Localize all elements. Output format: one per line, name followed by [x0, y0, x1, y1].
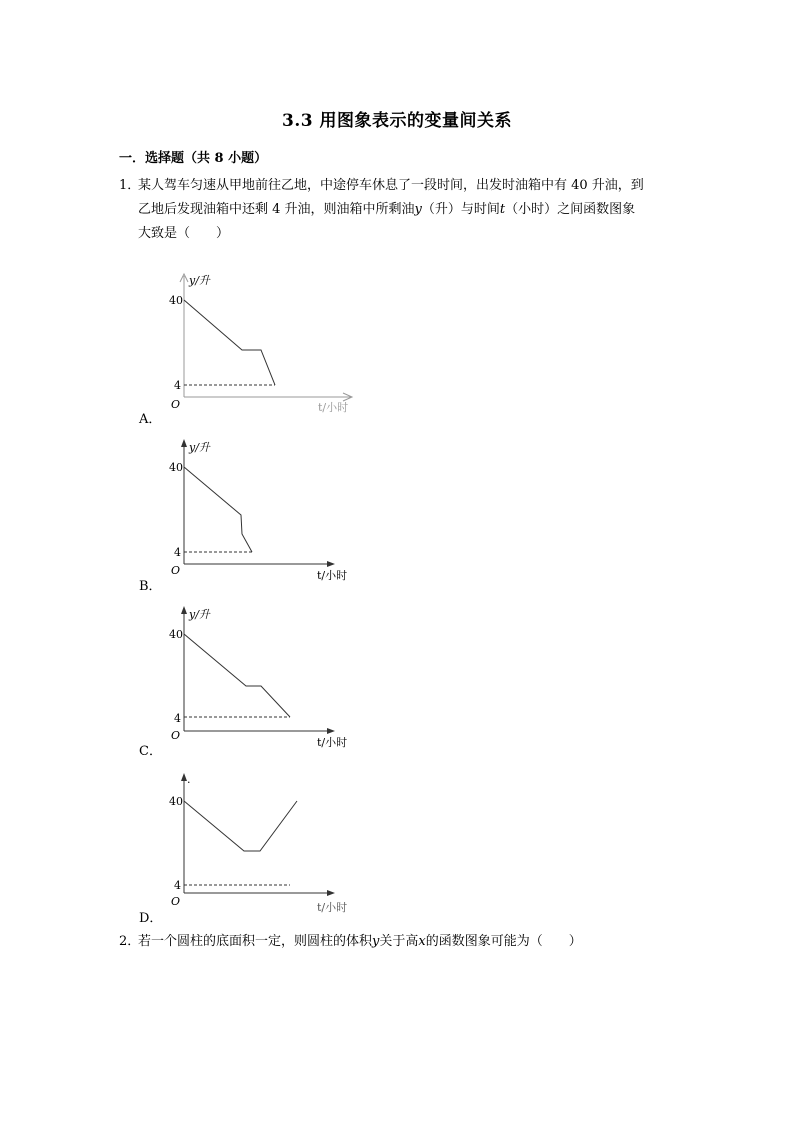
question-2-text-c: 的函数图象可能为（ ）: [425, 934, 582, 949]
question-1-text-2b: （升）与时间: [421, 202, 500, 217]
fuel-line: [184, 300, 275, 385]
x-axis-arrow: [327, 890, 335, 896]
variable-t: t: [499, 202, 506, 217]
option-d-graph: [165, 771, 365, 919]
origin-label: O: [171, 895, 181, 908]
tick-4: 4: [174, 712, 181, 725]
question-2-text-b: 关于高: [379, 934, 419, 949]
tick-4: 4: [174, 546, 181, 559]
y-axis-label: y/升: [189, 441, 210, 454]
fuel-line: [184, 467, 252, 552]
option-c-graph: [165, 604, 365, 752]
question-2-text-a: 若一个圆柱的底面积一定，则圆柱的体积: [138, 934, 373, 949]
variable-x: x: [418, 934, 426, 949]
y-axis-label: y/升: [189, 608, 210, 621]
origin-label: O: [171, 398, 181, 411]
tick-40: 40: [169, 795, 183, 808]
question-2-line-1: [119, 930, 679, 954]
option-a-label[interactable]: A．: [139, 412, 162, 427]
question-1-number: 1．: [119, 178, 141, 193]
x-axis-label: t/小时: [317, 736, 348, 749]
x-axis-label: t/小时: [317, 569, 348, 582]
fuel-line: [184, 634, 290, 717]
x-axis-arrow: [327, 728, 335, 734]
tick-40: 40: [169, 628, 183, 641]
option-a-graph: [165, 270, 365, 418]
question-1-text-2c: （小时）之间函数图象: [505, 202, 636, 217]
origin-label: O: [171, 564, 181, 577]
fuel-line: [184, 801, 297, 851]
question-1: [119, 174, 679, 246]
tick-40: 40: [169, 461, 183, 474]
x-axis-label: t/小时: [318, 401, 349, 414]
question-1-text-3: 大致是（ ）: [138, 226, 230, 241]
section-heading: 一．选择题（共 8 小题）: [119, 151, 268, 166]
variable-y: y: [372, 934, 380, 949]
question-2-number: 2．: [119, 934, 141, 949]
option-b-graph: [165, 437, 365, 585]
y-axis-label: y/升: [189, 274, 210, 287]
page-title: 3.3 用图象表示的变量间关系: [282, 111, 512, 131]
question-1-line-3: [119, 222, 679, 246]
tick-4: 4: [174, 379, 181, 392]
x-axis-label: t/小时: [317, 901, 348, 914]
question-1-text-2a: 乙地后发现油箱中还剩 4 升油，则油箱中所剩油: [138, 202, 415, 217]
tick-40: 40: [169, 294, 183, 307]
option-c-label[interactable]: C．: [139, 744, 162, 759]
variable-y: y: [414, 202, 422, 217]
question-1-text-1: 某人驾车匀速从甲地前往乙地，中途停车休息了一段时间，出发时油箱中有 40 升油，到: [138, 178, 644, 193]
option-d-label[interactable]: D．: [139, 911, 163, 926]
question-1-line-2: [119, 198, 679, 222]
origin-label: O: [171, 729, 181, 742]
y-axis-arrow: [181, 606, 187, 614]
option-b-label[interactable]: B．: [139, 579, 162, 594]
x-axis-arrow: [327, 561, 335, 567]
y-axis-arrow: [181, 439, 187, 447]
question-2: [119, 930, 679, 954]
tick-4: 4: [174, 879, 181, 892]
y-axis-label-fragment: .: [187, 773, 191, 786]
question-1-line-1: [119, 174, 679, 198]
